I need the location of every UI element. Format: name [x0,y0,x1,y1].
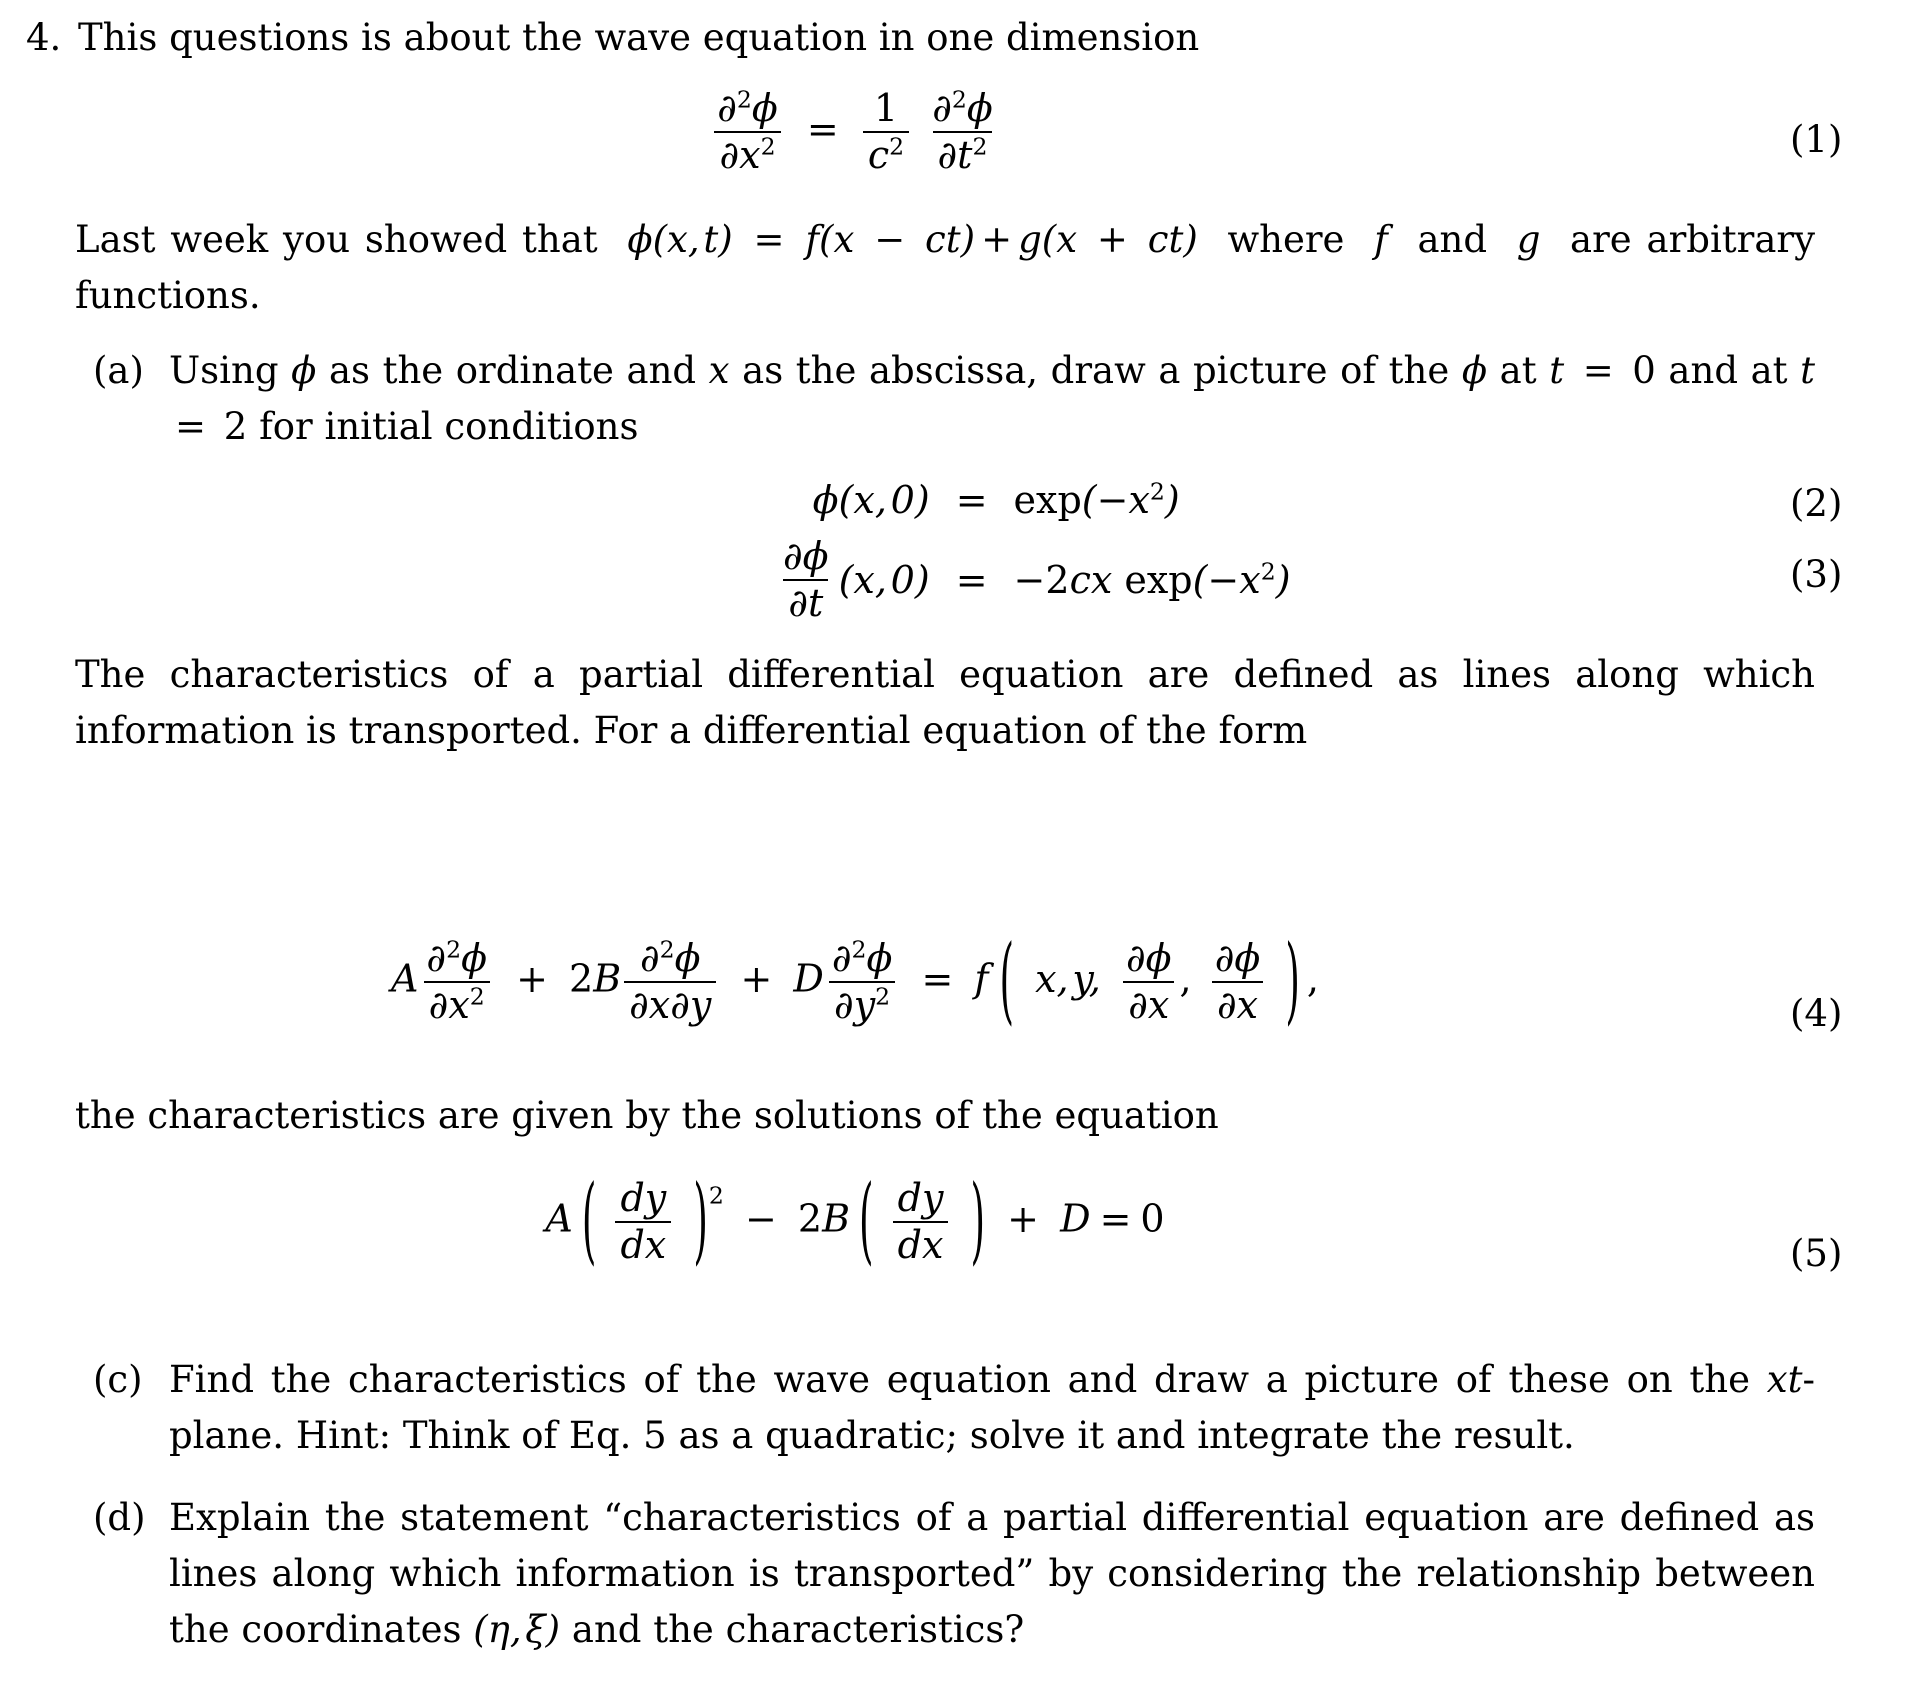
part-a-tag: (a) [93,349,144,392]
equation-4-number: (4) [1790,992,1843,1035]
equation-1-number: (1) [1790,118,1843,161]
equation-2-lhs: ϕ(x, 0) [812,478,930,522]
equation-2-relation: = [955,478,988,522]
equation-3-relation: = [955,558,988,603]
part-a [93,343,1815,455]
part-d-body: Explain the statement “characteristics of a partial differential equation are defined as lines along which information is transported” by considering the relationship between the coordinates (η, ξ) and the characteristics? [169,1496,1815,1652]
paragraph-characteristics: The characteristics of a partial differential equation are defined as lines along which information is transported. For a differential equation of the form [75,653,1815,753]
part-c-tag: (c) [93,1358,143,1401]
part-d [93,1490,1815,1659]
part-d-tag: (d) [93,1496,146,1539]
equation-4: A $\frac{\partial^2\phi}{\partial x^2}$ + 2B $\frac{\partial^2\phi}{\partial x\partial y}$ + D $\frac{\partial^2\phi}{\partial y^2}$ = f ( x, y, $\frac{\partial\phi}{\partial x}$ , $\frac{\partial\phi}{\partial x}$ ) , [390,922,1320,1035]
question-number: 4. [26,16,62,59]
equations-2-3 [775,478,1291,624]
equation-2-rhs: $\exp(-x^2)$ [1013,477,1180,522]
question-intro-text: This questions is about the wave equation in one dimension [78,16,1200,59]
equation-2-number: (2) [1790,482,1843,525]
paragraph-last-week: Last week you showed that ϕ(x, t) = f(x − ct) + g(x + ct) where f and g are arbitrary functions. [75,218,1816,318]
equation-1: $\frac{\partial^2\phi}{\partial x^2}$ = $\frac{1}{c^2}$ $\frac{\partial^2\phi}{\partial t^2}$ [0,88,1710,176]
part-c-body: Find the characteristics of the wave equation and draw a picture of these on the xt- plane. Hint: Think of Eq. 5 as a quadratic; solve it and integrate the result. [169,1358,1815,1458]
equation-5-number: (5) [1790,1232,1843,1275]
part-c [93,1352,1815,1464]
equation-3-rhs: −2cx $\exp(-x^2)$ [1013,557,1291,603]
paragraph-solutions-lead: the characteristics are given by the solutions of the equation [75,1094,1219,1137]
equation-5: A ( $\frac{dy}{dx}$ )$^2$ − 2B ( $\frac{dy}{dx}$ ) + D = 0 [545,1162,1165,1275]
equation-3-lhs: $\frac{\partial\phi}{\partial t}$ (x, 0) [783,534,930,626]
part-a-body: Using ϕ as the ordinate and x as the abscissa, draw a picture of the ϕ at t = 0 and at t = 2 for initial conditions [169,349,1815,449]
equation-3-number: (3) [1790,553,1843,596]
